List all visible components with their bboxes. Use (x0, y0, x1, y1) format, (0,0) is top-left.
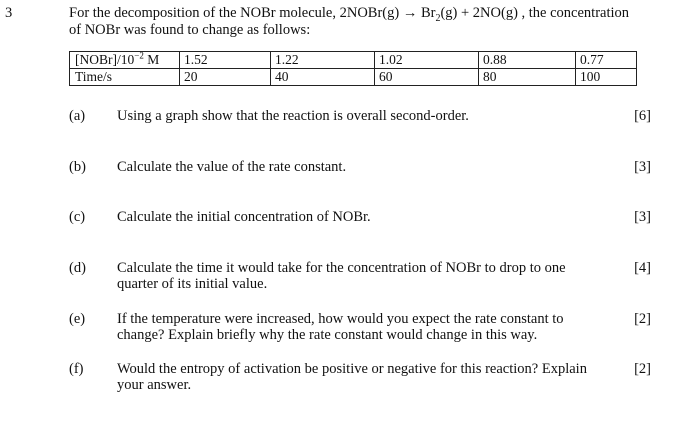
part-marks: [2] (634, 361, 651, 377)
intro-line-1-start: For the decomposition of the NOBr molecule, 2NOBr(g) → Br (69, 5, 436, 21)
part-label: (f) (69, 361, 84, 377)
part-label: (c) (69, 209, 86, 225)
time-cell: 100 (576, 69, 637, 86)
time-cell: 40 (271, 69, 375, 86)
question-intro (69, 5, 659, 39)
concentration-row (70, 52, 637, 69)
concentration-header-unit: M (143, 52, 160, 67)
intro-line-2: of NOBr was found to change as follows: (69, 22, 311, 38)
data-table (69, 51, 637, 86)
part-marks: [3] (634, 159, 651, 175)
part-text: Would the entropy of activation be positive or negative for this reaction? Explain your answer. (117, 361, 587, 393)
intro-line-1 (69, 5, 659, 22)
part-label: (a) (69, 108, 86, 124)
part-label: (e) (69, 311, 86, 327)
part-text: Calculate the initial concentration of NOBr. (117, 209, 371, 225)
part-marks: [2] (634, 311, 651, 327)
time-header: Time/s (70, 69, 180, 86)
concentration-cell: 0.88 (479, 52, 576, 69)
time-cell: 60 (375, 69, 479, 86)
question-number: 3 (5, 5, 13, 21)
concentration-header-exponent: −2 (134, 50, 144, 61)
part-text: Calculate the value of the rate constant. (117, 159, 347, 175)
concentration-header-base: [NOBr]/10 (75, 52, 135, 67)
concentration-cell: 0.77 (576, 52, 637, 69)
time-cell: 20 (180, 69, 271, 86)
concentration-cell: 1.52 (180, 52, 271, 69)
concentration-cell: 1.22 (271, 52, 375, 69)
intro-line-1-end: (g) + 2NO(g) , the concentration (440, 5, 630, 21)
time-cell: 80 (479, 69, 576, 86)
part-marks: [3] (634, 209, 651, 225)
part-label: (d) (69, 260, 86, 276)
time-row (70, 69, 637, 86)
part-text: If the temperature were increased, how would you expect the rate constant to change? Explain briefly why the rate constant would change in this way. (117, 311, 564, 343)
part-marks: [4] (634, 260, 651, 276)
part-marks: [6] (634, 108, 651, 124)
part-text: Calculate the time it would take for the concentration of NOBr to drop to one quarter of its initial value. (117, 260, 566, 292)
part-label: (b) (69, 159, 86, 175)
part-text: Using a graph show that the reaction is overall second-order. (117, 108, 469, 124)
intro-subscript: 2 (435, 12, 441, 24)
concentration-cell: 1.02 (375, 52, 479, 69)
concentration-header (70, 52, 180, 69)
